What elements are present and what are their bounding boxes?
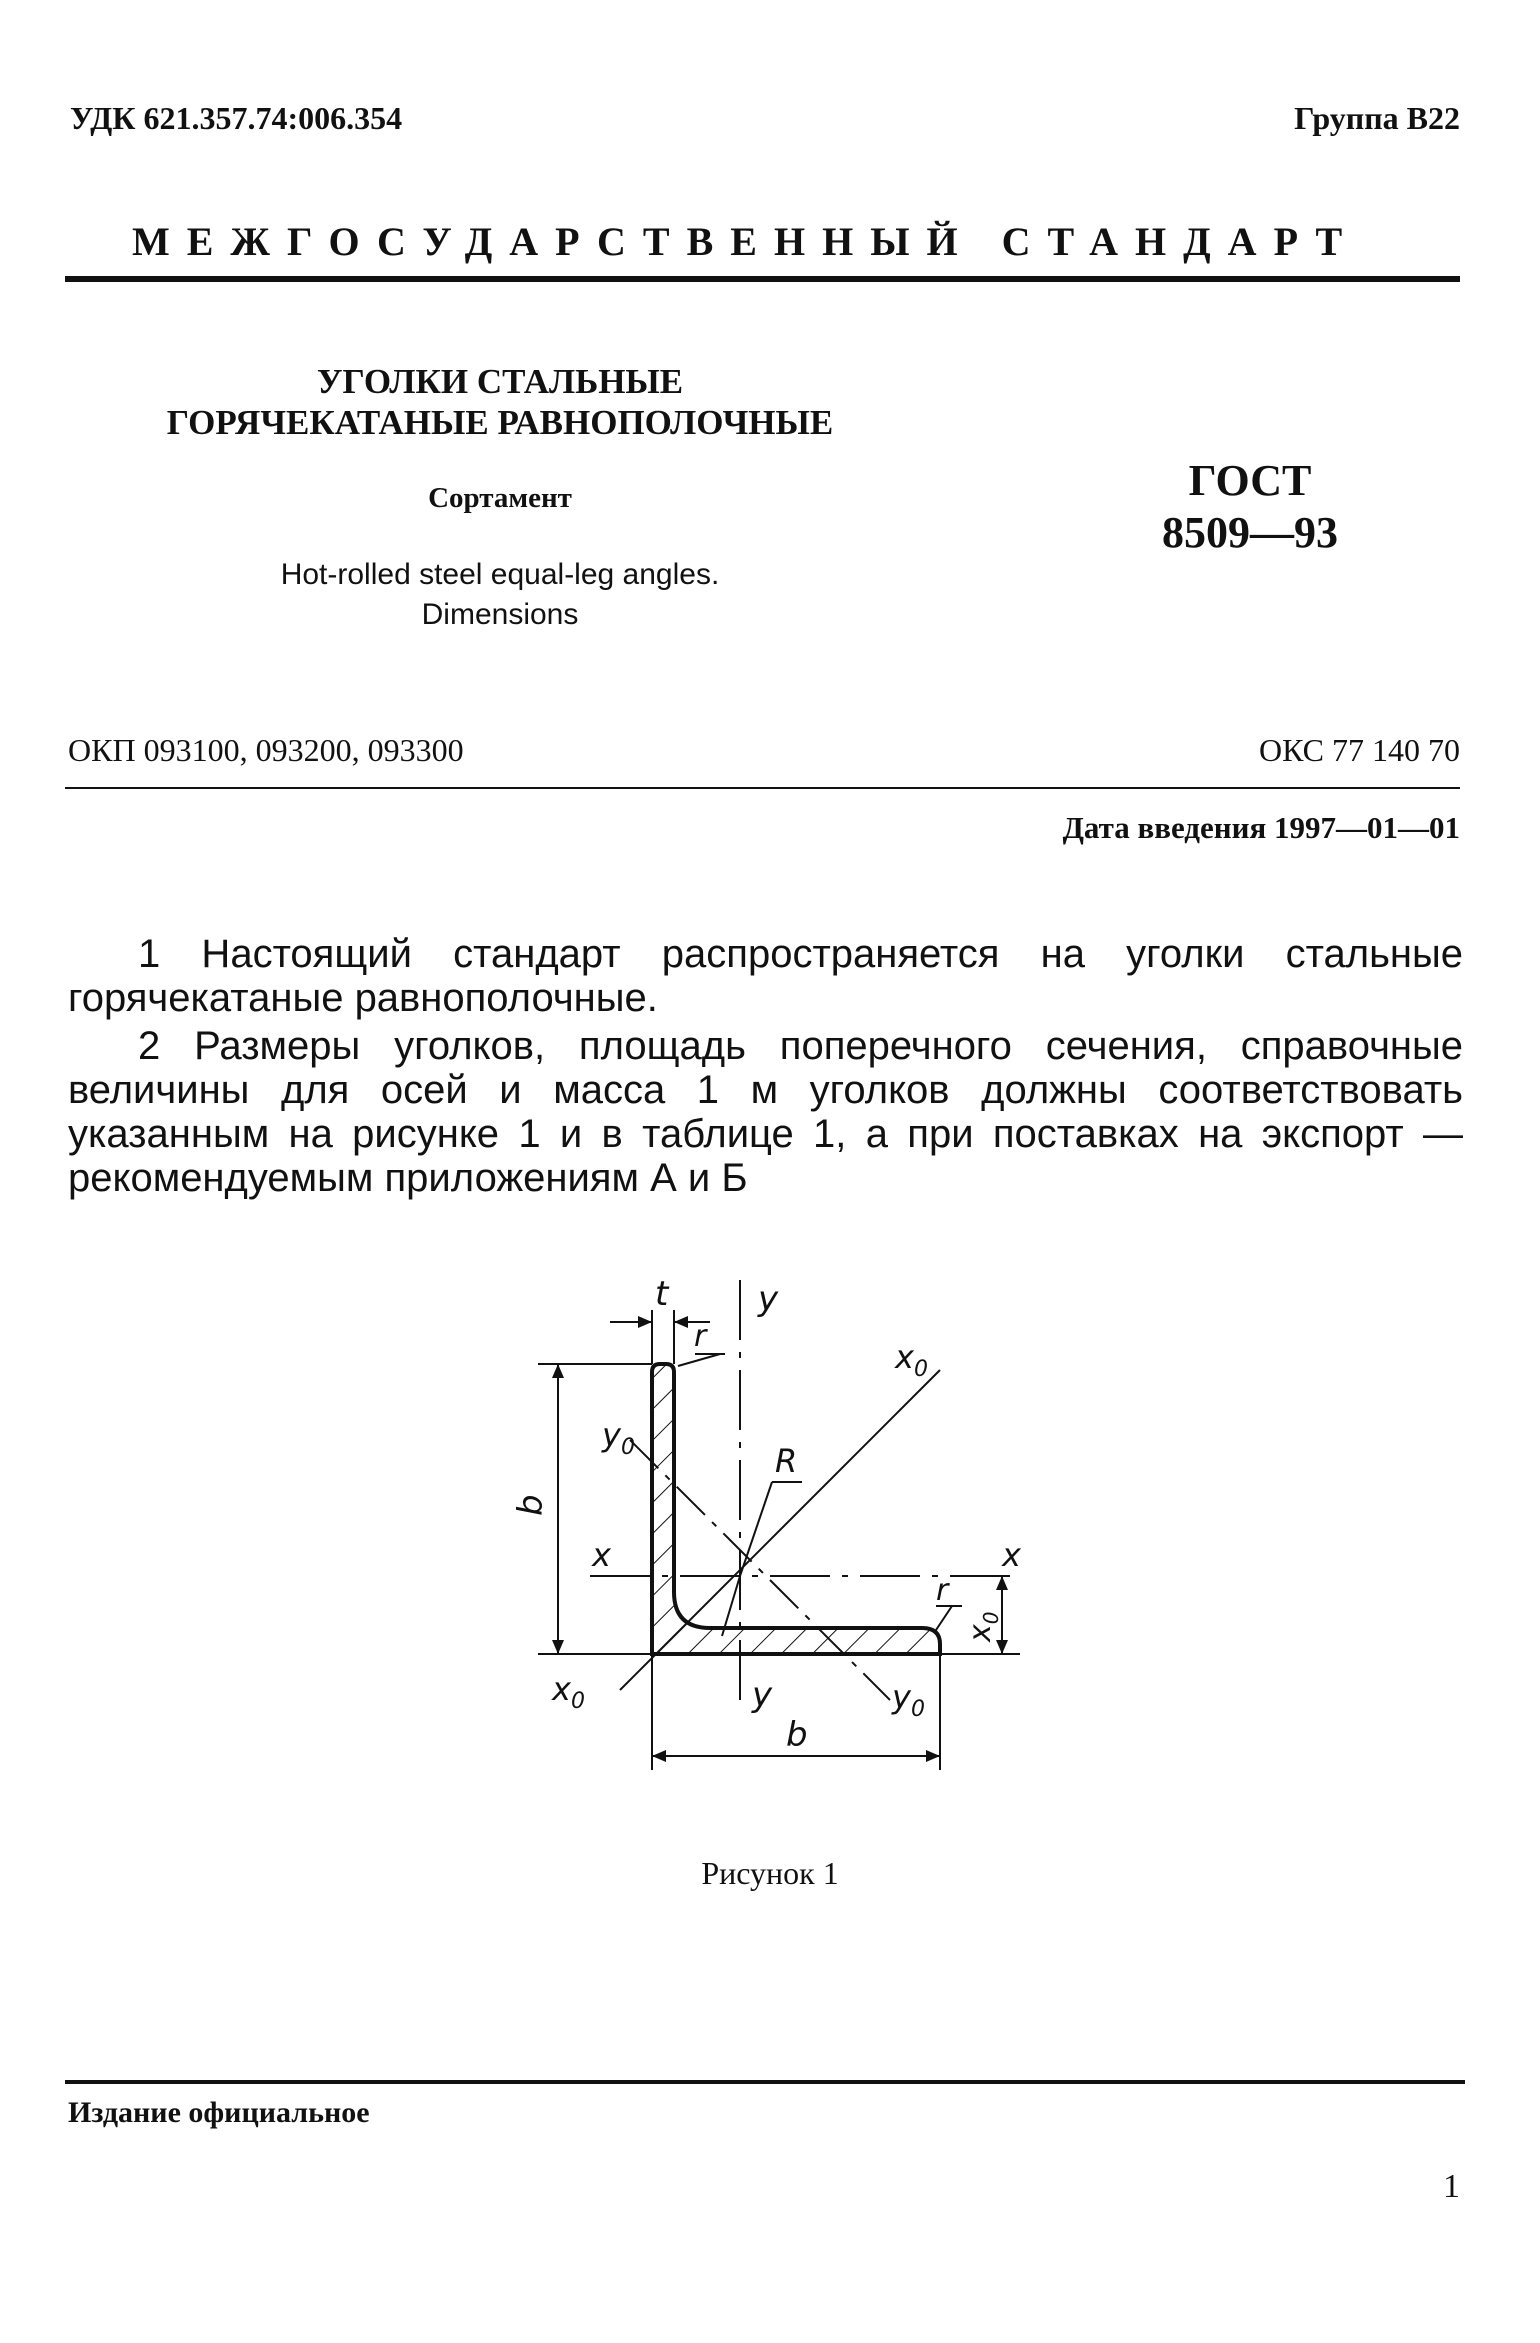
gost-label: ГОСТ — [1188, 456, 1312, 505]
label-R: R — [775, 1442, 798, 1480]
label-r-top: r — [694, 1319, 707, 1354]
english-title — [140, 555, 860, 635]
label-x-right: x — [1002, 1536, 1021, 1574]
introduction-date: Дата введения 1997—01—01 — [1062, 810, 1460, 845]
title-line-1: УГОЛКИ СТАЛЬНЫЕ — [316, 362, 684, 401]
figure-1 — [490, 1260, 1050, 1785]
label-b-vertical: b — [511, 1494, 551, 1516]
label-t: t — [655, 1274, 669, 1314]
label-y-top: y — [758, 1279, 779, 1319]
group-code: Группа В22 — [1294, 100, 1460, 136]
label-y0-bottom: $y_0$ — [892, 1678, 925, 1722]
official-edition-note: Издание официальное — [68, 2096, 370, 2129]
english-title-line-1: Hot-rolled steel equal-leg angles. — [280, 558, 720, 591]
codes-rule — [65, 787, 1460, 789]
okp-codes: ОКП 093100, 093200, 093300 — [68, 732, 464, 768]
label-x-left: x — [592, 1536, 611, 1574]
gost-designation — [1115, 455, 1385, 559]
oks-code: ОКС 77 140 70 — [1259, 732, 1460, 768]
label-y0-top: $y_0$ — [602, 1416, 635, 1460]
label-r-bottom: r — [936, 1573, 949, 1608]
footer-rule — [65, 2080, 1465, 2084]
subtitle: Сортамент — [428, 482, 572, 514]
label-x0-top: $x_0$ — [895, 1338, 928, 1382]
title-block — [140, 362, 860, 635]
angle-section-drawing — [490, 1260, 1050, 1780]
label-x0-dim: $x_0$ — [963, 1611, 1003, 1642]
gost-number: 8509—93 — [1162, 508, 1338, 557]
label-y-bottom: y — [752, 1675, 773, 1715]
figure-caption: Рисунок 1 — [701, 1855, 839, 1891]
title-line-2: ГОРЯЧЕКАТАНЫЕ РАВНОПОЛОЧНЫЕ — [166, 403, 834, 442]
paragraph-1: 1 Настоящий стандарт распространяется на уголки стальные горячекатаные равнополочные. — [68, 932, 1463, 1020]
header-rule — [65, 276, 1460, 282]
udk-code: УДК 621.357.74:006.354 — [70, 100, 403, 136]
angle-profile — [652, 1364, 940, 1654]
paragraph-2: 2 Размеры уголков, площадь поперечного сечения, справочные величины для осей и масса 1 м уголков должны соответствовать указанным на рисунке 1 и в таблице 1, а при поставках на экспорт — рекомендуемым приложениям А и Б — [68, 1024, 1463, 1200]
page-number: 1 — [1443, 2168, 1460, 2205]
english-title-line-2: Dimensions — [421, 598, 579, 631]
interstate-standard-heading: МЕЖГОСУДАРСТВЕННЫЙ СТАНДАРТ — [132, 219, 1360, 264]
label-x0-bottom: $x_0$ — [552, 1670, 585, 1714]
label-b-horizontal: b — [786, 1715, 808, 1755]
